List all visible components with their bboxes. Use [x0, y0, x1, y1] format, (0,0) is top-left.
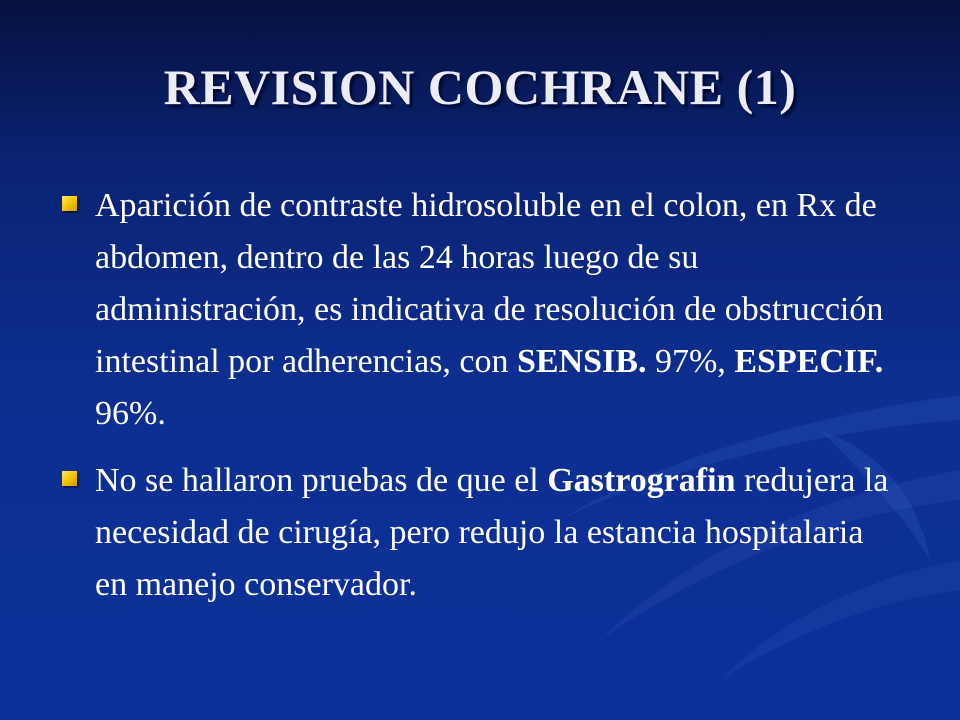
square-bullet-icon: [62, 471, 77, 486]
slide-title: REVISION COCHRANE (1): [163, 59, 797, 115]
bullet-item: [60, 180, 900, 440]
bullet-list: [60, 180, 900, 626]
bullet-item: [60, 455, 900, 611]
bullet-text: 96%.: [95, 395, 166, 432]
square-bullet-icon: [62, 196, 77, 211]
bullet-text: No se hallaron pruebas de que el: [95, 462, 548, 499]
bullet-bold-text: SENSIB.: [517, 343, 647, 380]
bullet-text: Aparición de contraste hidrosoluble en el colon, en Rx de abdomen, dentro de las 24 horas luego de su administración, es indicativa de resolución de obstrucción intestinal por adherencias, con: [95, 187, 884, 380]
bullet-bold-text: ESPECIF.: [734, 343, 884, 380]
bullet-text: redujera la necesidad de cirugía, pero redujo la estancia hospitalaria en manejo conservador.: [95, 462, 889, 603]
bullet-text: 97%,: [646, 343, 735, 380]
bullet-bold-text: Gastrografin: [547, 462, 736, 499]
